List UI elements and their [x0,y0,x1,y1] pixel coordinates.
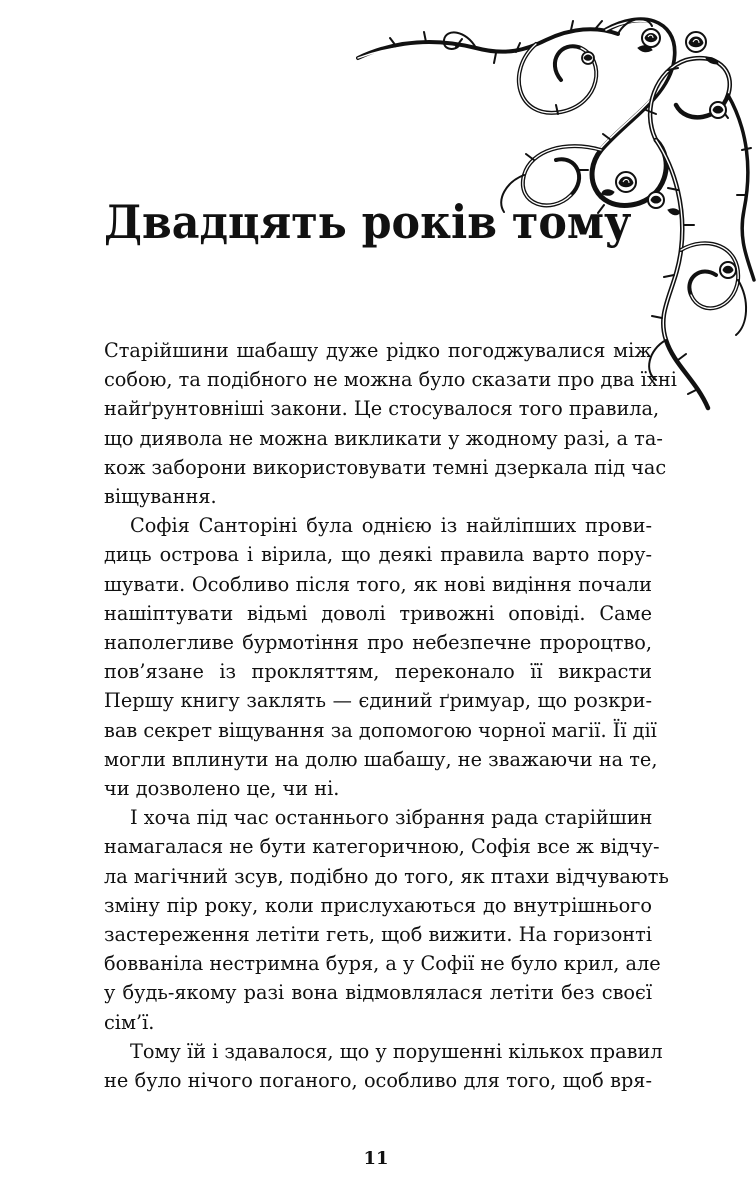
text-line: Софія Санторіні була однією із найліпших прови- [130,514,652,538]
text-line: бовваніла нестримна буря, а у Софії не було крил, але [104,952,661,976]
text-line: віщування. [104,485,217,509]
text-line: найґрунтовніші закони. Це стосувалося того правила, [104,397,660,421]
text-line: у будь-якому разі вона відмовлялася летіти без своєї [104,981,652,1005]
text-line: собою, та подібного не можна було сказати про два їхні [104,368,677,392]
text-line: нашіптувати відьмі доволі тривожні оповіді. Саме [104,601,652,625]
text-line: намагалася не бути категоричною, Софія все ж відчу- [104,835,660,859]
text-line: Першу книгу заклять — єдиний ґримуар, що розкри- [104,689,652,713]
text-line: Тому їй і здавалося, що у порушенні кількох правил [130,1039,663,1063]
chapter-body [104,336,677,1095]
text-line: сім’ї. [104,1010,155,1034]
text-line: чи дозволено це, чи ні. [104,777,340,801]
text-line: застереження летіти геть, щоб вижити. На горизонті [104,923,652,947]
text-line: І хоча під час останнього зібрання рада старійшин [130,806,653,830]
text-line: наполегливе бурмотіння про небезпечне пророцтво, [104,631,652,655]
text-line: могли вплинути на долю шабашу, не зважаючи на те, [104,747,658,771]
text-line: ла магічний зсув, подібно до того, як птахи відчувають [104,864,669,888]
text-line: що диявола не можна викликати у жодному разі, а та- [104,426,663,450]
paragraph-2 [104,511,658,803]
text-line: зміну пір року, коли прислухаються до внутрішнього [104,893,652,917]
page-number: 11 [363,1148,389,1169]
text-line: шувати. Особливо після того, як нові видіння почали [104,572,652,596]
text-line: кож заборони використовувати темні дзеркала під час [104,455,667,479]
paragraph-4 [104,1037,663,1095]
text-line: диць острова і вірила, що деякі правила варто пору- [104,543,652,567]
text-line: пов’язане із прокляттям, переконало її викрасти [104,660,652,684]
chapter-title: Двадцять років тому [104,195,632,249]
paragraph-3 [104,803,669,1037]
text-line: Старійшини шабашу дуже рідко погоджувалися між [104,339,652,362]
text-line: вав секрет віщування за допомогою чорної магії. Її дії [104,718,657,742]
text-line: не було нічого поганого, особливо для того, щоб вря- [104,1069,652,1093]
paragraph-1 [104,336,677,511]
